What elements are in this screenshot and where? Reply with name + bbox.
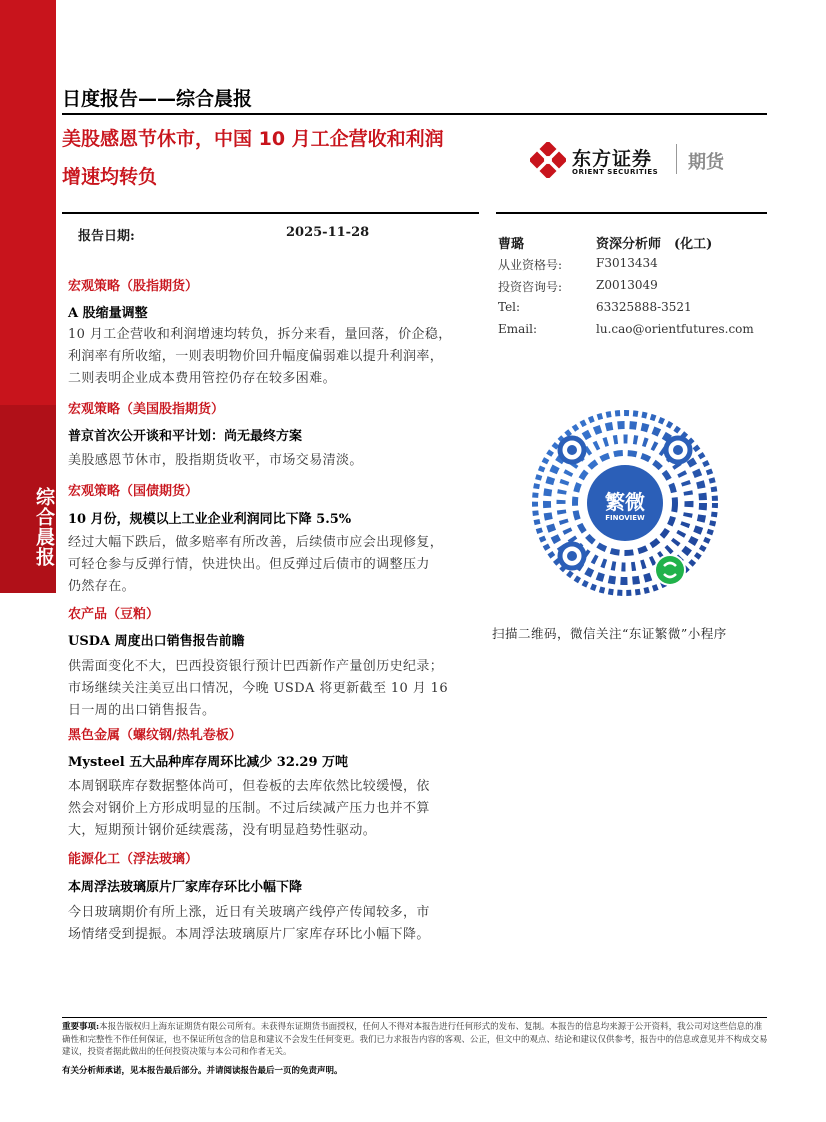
section-title: 农产品（豆粕） [68, 607, 160, 622]
analyst-field-label: Tel: [498, 300, 521, 314]
analyst-field-label: 投资咨询号: [498, 280, 563, 294]
logo-en: ORIENT SECURITIES [572, 168, 659, 176]
sidebar-label: 综合晨报 [33, 487, 55, 567]
company-logo [528, 140, 768, 180]
body-line: 日一周的出口销售报告。 [68, 703, 216, 718]
section-subtitle: A 股缩量调整 [68, 306, 148, 321]
analyst-name: 曹璐 [498, 237, 525, 252]
body-line: 利润率有所收缩，一则表明物价回升幅度偏弱难以提升利润率， [68, 349, 444, 364]
qr-center-en: FINOVIEW [605, 514, 645, 522]
body-line: 今日玻璃期价有所上涨，近日有关玻璃产线停产传闻较多，市 [68, 905, 430, 920]
body-line: 场情绪受到提振。本周浮法玻璃原片厂家库存环比小幅下降。 [68, 927, 430, 942]
body-line: 经过大幅下跌后，做多赔率有所改善，后续债市应会出现修复， [68, 535, 444, 550]
section-subtitle: Mysteel 五大品种库存周环比减少 32.29 万吨 [68, 755, 349, 770]
section-subtitle: USDA 周度出口销售报告前瞻 [68, 634, 245, 649]
body-line: 二则表明企业成本费用管控仍存在较多困难。 [68, 371, 337, 386]
disclaimer-rule [62, 1017, 767, 1018]
section-body [68, 776, 480, 842]
top-red-bar [0, 0, 56, 405]
analyst-field-value: Z0013049 [596, 278, 658, 292]
qr-caption: 扫描二维码，微信关注“东证繁微”小程序 [492, 626, 727, 641]
analyst-email[interactable]: lu.cao@orientfutures.com [596, 322, 754, 336]
logo-cn: 东方证券 [572, 148, 653, 170]
section-body [68, 450, 480, 472]
disclaimer-text: 本报告版权归上海东证期货有限公司所有。未获得东证期货书面授权，任何人不得对本报告进行任何形式的发布、复制。本报告的信息均来源于公开资料，我公司对这些信息的准确性和完整性不作任何保证，也不保证所包含的信息和建议不会发生任何变更。我们已力求报告内容的客观、公正，但文中的观点、结论和建议仅供参考，报告中的信息或意见并不构成交易建议，投资者据此做出的任何投资决策与本公司和作者无关。 [62, 1022, 768, 1057]
body-line: 可轻仓参与反弹行情，快进快出。但反弹过后债市的调整压力 [68, 557, 430, 572]
headline-line-1: 美股感恩节休市，中国 10 月工企营收和利润 [62, 128, 444, 150]
body-line: 供需面变化不大，巴西投资银行预计巴西新作产量创历史纪录； [68, 659, 444, 674]
section-title: 宏观策略（美国股指期货） [68, 402, 225, 417]
section-title: 黑色金属（螺纹钢/热轧卷板） [68, 728, 242, 743]
analyst-field-label: 从业资格号: [498, 258, 563, 272]
section-subtitle: 本周浮法玻璃原片厂家库存环比小幅下降 [68, 880, 303, 895]
doc-type: 日度报告——综合晨报 [62, 88, 253, 110]
section-body [68, 656, 480, 722]
qr-code[interactable] [530, 408, 720, 598]
body-line: 仍然存在。 [68, 579, 136, 594]
disclaimer-label: 重要事项: [62, 1022, 100, 1032]
section-body [68, 532, 480, 598]
sidebar-tab [0, 405, 56, 593]
disclaimer [62, 1021, 768, 1059]
title-rule-left [62, 212, 479, 214]
body-line: 10 月工企营收和利润增速均转负，拆分来看，量回落，价企稳， [68, 327, 452, 342]
analyst-title: 资深分析师 (化工) [596, 237, 713, 252]
body-line: 美股感恩节休市，股指期货收平，市场交易清淡。 [68, 453, 363, 468]
headline [62, 120, 512, 196]
report-date: 2025-11-28 [286, 225, 370, 240]
logo-futures: 期货 [688, 152, 724, 173]
disclaimer-bottom: 有关分析师承诺，见本报告最后部分。并请阅读报告最后一页的免责声明。 [62, 1066, 343, 1076]
section-title: 宏观策略（国债期货） [68, 484, 199, 499]
body-line: 市场继续关注美豆出口情况，今晚 USDA 将更新截至 10 月 16 [68, 681, 449, 696]
section-body [68, 324, 480, 390]
body-line: 本周钢联库存数据整体尚可，但卷板的去库依然比较缓慢，依 [68, 779, 430, 794]
analyst-field-value: 63325888-3521 [596, 300, 692, 314]
section-title: 宏观策略（股指期货） [68, 279, 199, 294]
section-body [68, 902, 480, 946]
analyst-field-label: Email: [498, 322, 538, 336]
section-title: 能源化工（浮法玻璃） [68, 852, 199, 867]
title-rule-right [496, 212, 767, 214]
analyst-field-value: F3013434 [596, 256, 658, 270]
section-subtitle: 10 月份，规模以上工业企业利润同比下降 5.5% [68, 512, 352, 527]
body-line: 然会对钢价上方形成明显的压制。不过后续减产压力也并不算 [68, 801, 430, 816]
header-rule [62, 113, 767, 115]
section-subtitle: 普京首次公开谈和平计划：尚无最终方案 [68, 429, 303, 444]
logo-divider [676, 144, 677, 174]
headline-line-2: 增速均转负 [62, 166, 158, 188]
qr-center-cn: 繁微 [605, 490, 645, 514]
body-line: 大，短期预计钢价延续震荡，没有明显趋势性驱动。 [68, 823, 377, 838]
report-date-label: 报告日期: [78, 229, 135, 244]
logo-mark-icon [530, 142, 566, 178]
